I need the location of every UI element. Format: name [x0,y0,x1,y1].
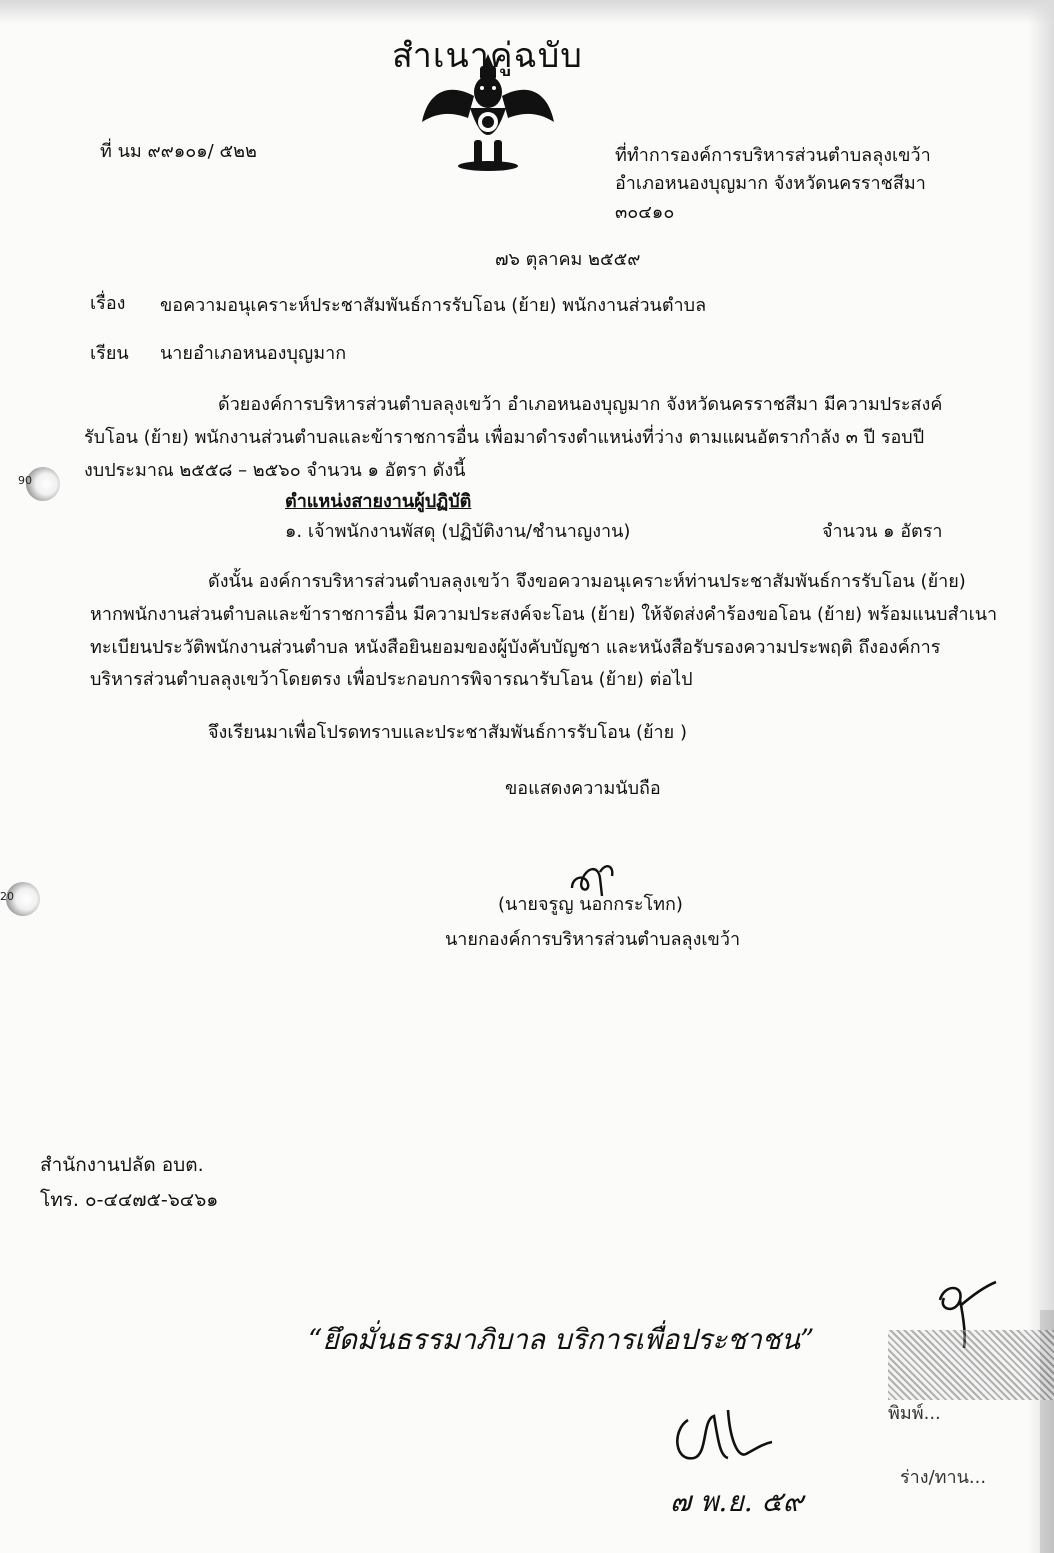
paragraph2-line3: ทะเบียนประวัติพนักงานส่วนตำบล หนังสือยินยอมของผู้บังคับบัญชา และหนังสือรับรองความประพฤติ ถึงองค์การ [90,637,941,658]
office-address-line2: อำเภอหนองบุญมาก จังหวัดนครราชสีมา [615,173,926,194]
faint-stamp-text-2: ร่าง/ทาน... [900,1467,987,1488]
paragraph2-line2: หากพนักงานส่วนตำบลและข้าราชการอื่น มีความประสงค์จะโอน (ย้าย) ให้จัดส่งคำร้องขอโอน (ย้าย) พร้อมแนบสำเนา [90,604,998,625]
to-text: นายอำเภอหนองบุญมาก [160,343,347,364]
office-postcode: ๓๐๔๑๐ [615,202,675,223]
faint-stamp-text-1: พิมพ์... [888,1403,941,1424]
subject-label: เรื่อง [90,293,126,314]
paragraph2-line4: บริหารส่วนตำบลลุงเขว้าโดยตรง เพื่อประกอบการพิจารณารับโอน (ย้าย) ต่อไป [90,669,693,690]
subject-text: ขอความอนุเคราะห์ประชาสัมพันธ์การรับโอน (ย้าย) พนักงานส่วนตำบล [160,295,707,316]
punch-hole-top-label: 90 [18,474,32,487]
motto: “ยึดมั่นธรรมาภิบาล บริการเพื่อประชาชน” [308,1323,815,1356]
document-date: ๗๖ ตุลาคม ๒๕๕๙ [495,249,641,270]
paragraph1-line3: งบประมาณ ๒๕๕๘ – ๒๕๖๐ จำนวน ๑ อัตรา ดังนี้ [84,460,466,481]
signer-name: (นายจรูญ นอกกระโทก) [498,894,683,915]
office-address-line1: ที่ทำการองค์การบริหารส่วนตำบลลุงเขว้า [615,145,931,166]
position-item: ๑. เจ้าพนักงานพัสดุ (ปฏิบัติงาน/ชำนาญงาน) [285,521,631,542]
paragraph1-line2: รับโอน (ย้าย) พนักงานส่วนตำบลและข้าราชการอื่น เพื่อมาดำรงตำแหน่งที่ว่าง ตามแผนอัตรากำลัง ๓ ปี รอบปี [84,427,925,448]
copy-stamp: สำเนาคู่ฉบับ [392,36,583,76]
paragraph2-line1: ดังนั้น องค์การบริหารส่วนตำบลลุงเขว้า จึงขอความอนุเคราะห์ท่านประชาสัมพันธ์การรับโอน (ย้าย) [208,571,966,592]
footer-phone: โทร. ๐-๔๔๗๕-๖๔๖๑ [40,1189,219,1211]
position-heading: ตำแหน่งสายงานผู้ปฏิบัติ [285,491,472,512]
regards: ขอแสดงความนับถือ [505,778,661,799]
document-number: ที่ นม ๙๙๑๐๑/ ๕๒๒ [100,141,257,162]
closing-request: จึงเรียนมาเพื่อโปรดทราบและประชาสัมพันธ์การรับโอน (ย้าย ) [208,722,687,743]
paragraph1-line1: ด้วยองค์การบริหารส่วนตำบลลุงเขว้า อำเภอหนองบุญมาก จังหวัดนครราชสีมา มีความประสงค์ [218,394,943,415]
footer-department: สำนักงานปลัด อบต. [40,1154,204,1176]
to-label: เรียน [90,343,129,364]
handwritten-initials [668,1400,778,1470]
signature-mark [568,858,618,898]
punch-hole-bottom-label: 20 [0,890,14,903]
scan-shadow-top [0,0,1054,24]
faint-stamp-texture [888,1330,1054,1400]
handwritten-date: ๗ พ.ย. ๕๙ [670,1485,804,1518]
position-count: จำนวน ๑ อัตรา [822,521,943,542]
signer-title: นายกองค์การบริหารส่วนตำบลลุงเขว้า [445,929,741,950]
